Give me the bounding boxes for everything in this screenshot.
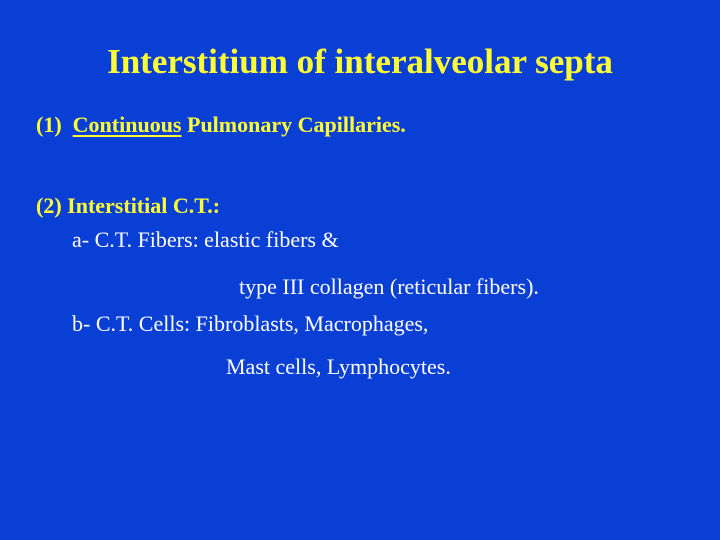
point-1-line bbox=[36, 110, 406, 140]
cells-line-2: Mast cells, Lymphocytes. bbox=[226, 354, 451, 379]
fibers-line-1: a- C.T. Fibers: elastic fibers & bbox=[72, 227, 339, 252]
slide-title: Interstitium of interalveolar septa bbox=[107, 42, 613, 81]
cells-line-1: b- C.T. Cells: Fibroblasts, Macrophages, bbox=[72, 311, 429, 336]
fibers-line-2: type III collagen (reticular fibers). bbox=[239, 274, 539, 299]
point-1-emphasis: Continuous bbox=[72, 112, 182, 137]
point-1-text: Pulmonary Capillaries. bbox=[187, 112, 406, 137]
point-1-number: (1) bbox=[36, 112, 62, 137]
point-2-heading: (2) Interstitial C.T.: bbox=[36, 193, 221, 218]
